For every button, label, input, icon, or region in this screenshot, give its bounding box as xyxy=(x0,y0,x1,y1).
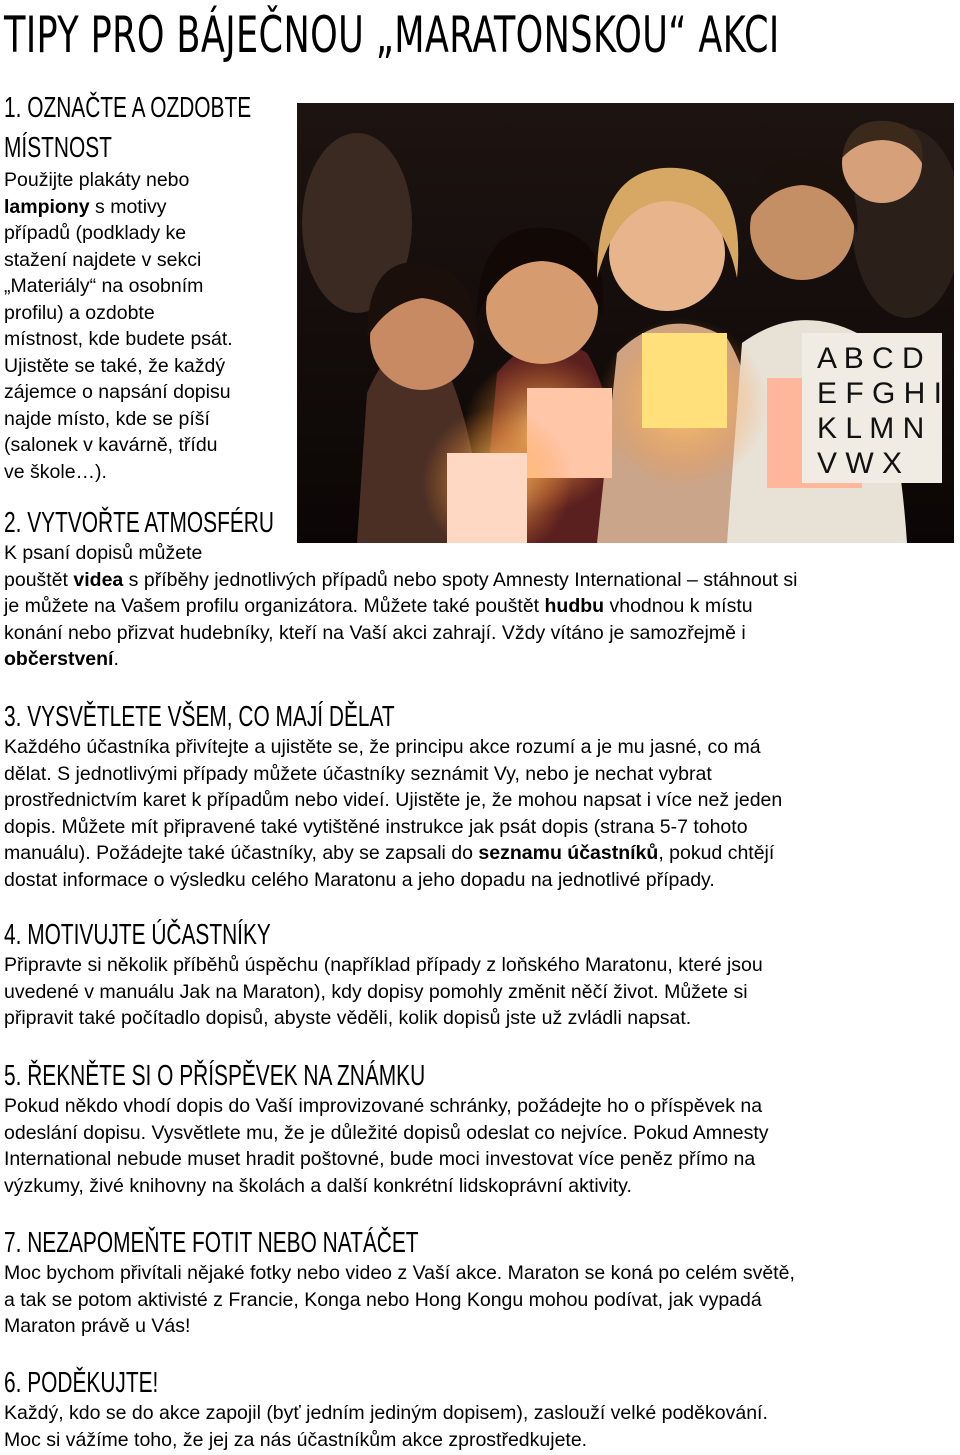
section-body: K psaní dopisů můžete pouštět videa s příběhy jednotlivých případů nebo spoty Amnesty International – stáhnout si je můžete na Vašem profilu organizátora. Můžete také pouštět hudbu vhodnou k místu konání nebo přizvat hudebníky, kteří na Vaší akci zahrají. Vždy vítáno je samozřejmě i občerstvení. xyxy=(4,542,798,670)
svg-text:A B C D: A B C D xyxy=(817,342,924,375)
section-atmosphere xyxy=(4,503,954,673)
section-motivate xyxy=(4,915,954,1032)
section-heading: 7. NEZAPOMEŇTE FOTIT NEBO NATÁČET xyxy=(4,1227,419,1259)
section-heading: 2. VYTVOŘTE ATMOSFÉRU xyxy=(4,507,274,539)
svg-text:K L M N: K L M N xyxy=(817,412,925,445)
lantern-photo xyxy=(297,103,954,543)
section-body: Připravte si několik příběhů úspěchu (například případy z loňského Maratonu, které jsou uvedené v manuálu Jak na Maraton), kdy dopisy pomohly změnit něčí život. Můžete si připravit také počítadlo dopisů, abyste věděli, kolik dopisů jste už zvládli napsat. xyxy=(4,954,763,1029)
section-photo-video xyxy=(4,1223,954,1340)
line-with-bold: lampiony s motivy xyxy=(4,195,167,218)
section-body: Každý, kdo se do akce zapojil (byť jedním jediným dopisem), zaslouží velké poděkování. Moc si vážíme toho, že jej za nás účastníkům akce zprostředkujete. xyxy=(4,1402,768,1451)
section-donation xyxy=(4,1056,954,1199)
svg-text:E F G H I: E F G H I xyxy=(817,377,943,410)
section-heading: 1. OZNAČTE A OZDOBTE MÍSTNOST xyxy=(4,92,252,164)
section-heading: 4. MOTIVUJTE ÚČASTNÍKY xyxy=(4,919,271,951)
section-body: Pokud někdo vhodí dopis do Vaší improvizované schránky, požádejte ho o příspěvek na odeslání dopisu. Vysvětlete mu, že je důležité dopisů odeslat co nejvíce. Pokud Amnesty International nebude muset hradit poštovné, bude moci investovat více peněz přímo na výzkumy, živé knihovny na školách a další konkrétní lidskoprávní aktivity. xyxy=(4,1095,769,1197)
svg-text:V W X: V W X xyxy=(817,447,903,480)
section-body: Použijte plakáty nebo lampiony s motivy případů (podklady ke stažení najdete v sekci „Materiály“ na osobním profilu) a ozdobte místnost, kde budete psát. Ujistěte se také, že každý zájemce o napsání dopisu najde místo, kde se píší (salonek v kavárně, třídu ve škole…). xyxy=(4,167,294,485)
photo-young-people-holding-lanterns-icon xyxy=(297,103,954,543)
section-thanks xyxy=(4,1363,954,1453)
section-body: Moc bychom přivítali nějaké fotky nebo video z Vaší akce. Maraton se koná po celém světě, a tak se potom aktivisté z Francie, Konga nebo Hong Kongu mohou podívat, jak vypadá Maraton právě u Vás! xyxy=(4,1262,795,1337)
page-title: TIPY PRO BÁJEČNOU „MARATONSKOU“ AKCI xyxy=(4,6,780,64)
section-heading: 3. VYSVĚTLETE VŠEM, CO MAJÍ DĚLAT xyxy=(4,701,395,733)
section-decorate xyxy=(4,88,294,485)
section-heading: 6. PODĚKUJTE! xyxy=(4,1367,159,1399)
section-heading: 5. ŘEKNĚTE SI O PŘÍSPĚVEK NA ZNÁMKU xyxy=(4,1060,426,1092)
section-explain xyxy=(4,697,954,893)
section-body: Každého účastníka přivítejte a ujistěte se, že principu akce rozumí a je mu jasné, co má dělat. S jednotlivými případy můžete účastníky seznámit Vy, nebo je nechat vybrat prostřednictvím karet k případům nebo videí. Ujistěte je, že mohou napsat i více než jeden dopis. Můžete mít připravené také vytištěné instrukce jak psát dopis (strana 5-7 tohoto manuálu). Požádejte také účastníky, aby se zapsali do seznamu účastníků, pokud chtějí dostat informace o výsledku celého Maratonu a jeho dopadu na jednotlivé případy. xyxy=(4,736,783,891)
